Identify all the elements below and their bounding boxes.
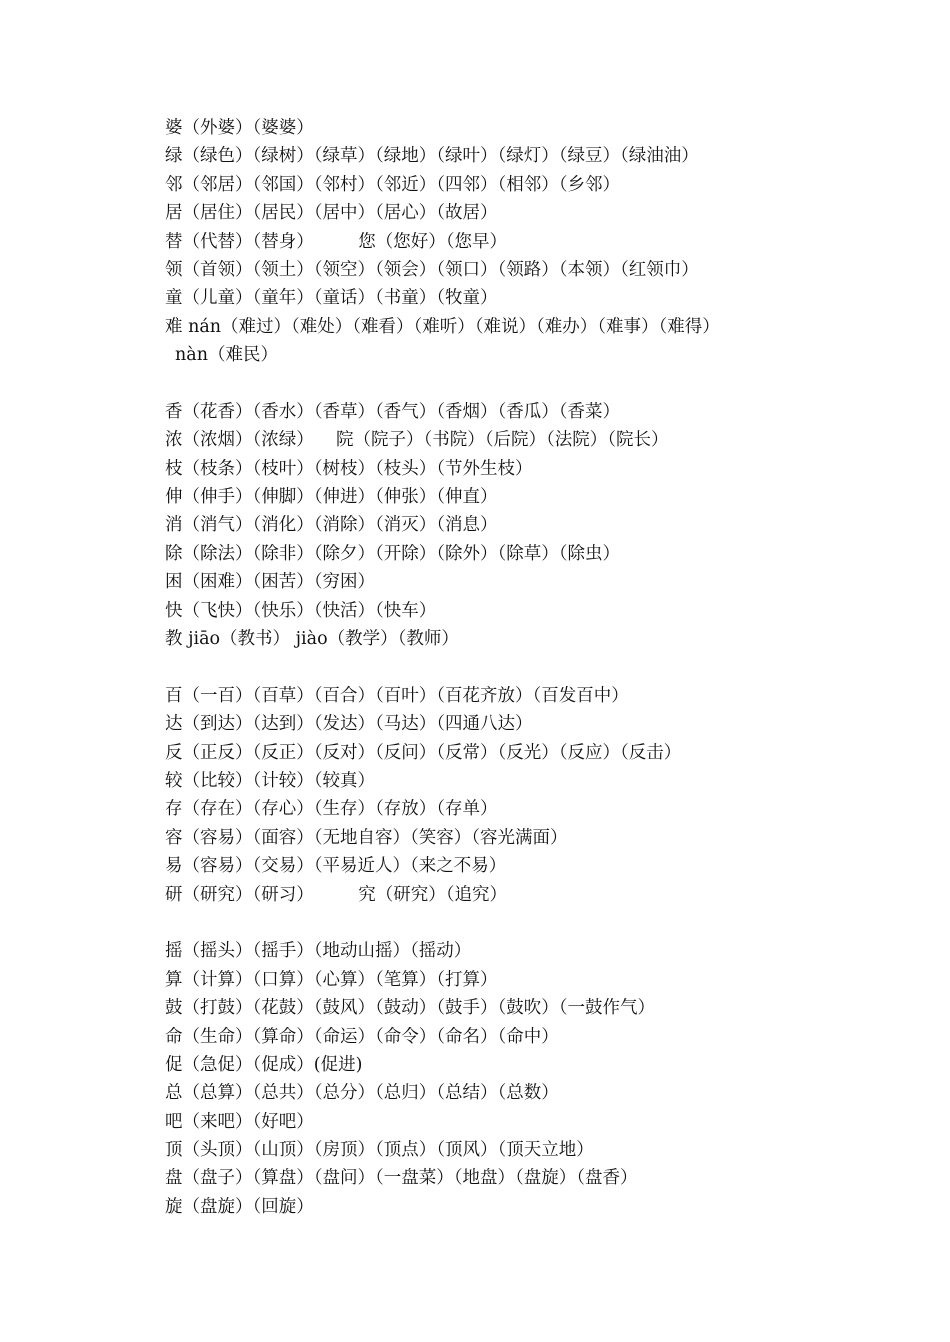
vocab-line: 浓（浓烟）（浓绿） 院（院子）（书院）（后院）（法院）（院长） xyxy=(165,430,669,451)
vocab-line: 盘（盘子）（算盘）（盘问）（一盘菜）（地盘）（盘旋）（盘香） xyxy=(165,1168,638,1189)
vocab-line: 邻（邻居）（邻国）（邻村）（邻近）（四邻）（相邻）（乡邻） xyxy=(165,174,620,195)
section-gap xyxy=(165,653,865,681)
vocab-line: 绿（绿色）（绿树）（绿草）（绿地）（绿叶）（绿灯）（绿豆）（绿油油） xyxy=(165,146,699,167)
vocab-line: 居（居住）（居民）（居中）（居心）（故居） xyxy=(165,203,498,224)
vocab-line: 伸（伸手）（伸脚）（伸进）（伸张）（伸直） xyxy=(165,487,498,508)
vocab-line: 顶（头顶）（山顶）（房顶）（顶点）（顶风）（顶天立地） xyxy=(165,1140,594,1161)
vocab-line: 算（计算）（口算）（心算）（笔算）（打算） xyxy=(165,969,498,990)
section-gap xyxy=(165,909,865,937)
vocab-line: 教 jiāo（教书） jiào（教学）（教师） xyxy=(165,629,459,650)
vocab-line: 童（儿童）（童年）（童话）（书童）（牧童） xyxy=(165,288,498,309)
vocab-line: 困（困难）（困苦）（穷困） xyxy=(165,572,375,593)
vocab-line: 存（存在）（存心）（生存）（存放）（存单） xyxy=(165,799,498,820)
vocab-line: 领（首领）（领土）（领空）（领会）（领口）（领路）（本领）（红领巾） xyxy=(165,259,699,280)
vocab-line: 替（代替）（替身） 您（您好）（您早） xyxy=(165,231,508,252)
vocab-line: 命（生命）（算命）（命运）（命令）（命名）（命中） xyxy=(165,1026,559,1047)
vocab-line: 消（消气）（消化）（消除）（消灭）（消息） xyxy=(165,515,498,536)
vocab-line-continuation: nàn（难民） xyxy=(175,345,278,366)
vocab-line: 摇（摇头）（摇手）（地动山摇）（摇动） xyxy=(165,941,472,962)
vocab-line: 鼓（打鼓）（花鼓）（鼓风）（鼓动）（鼓手）（鼓吹）（一鼓作气） xyxy=(165,998,655,1019)
vocabulary-list xyxy=(165,114,865,1221)
vocab-line: 枝（枝条）（枝叶）（树枝）（枝头）（节外生枝） xyxy=(165,458,533,479)
vocab-line: 总（总算）（总共）（总分）（总归）（总结）（总数） xyxy=(165,1083,559,1104)
vocab-line: 旋（盘旋）（回旋） xyxy=(165,1196,314,1217)
vocab-line: 促（急促）（促成）(促进) xyxy=(165,1054,363,1075)
vocab-line: 百（一百）（百草）（百合）（百叶）（百花齐放）（百发百中） xyxy=(165,685,629,706)
vocab-line: 除（除法）（除非）（除夕）（开除）（除外）（除草）（除虫） xyxy=(165,543,620,564)
vocab-line: 反（正反）（反正）（反对）（反问）（反常）（反光）（反应）（反击） xyxy=(165,742,682,763)
vocab-line: 研（研究）（研习） 究（研究）（追究） xyxy=(165,884,508,905)
vocab-line: 达（到达）（达到）（发达）（马达）（四通八达） xyxy=(165,714,533,735)
vocab-line: 香（花香）（香水）（香草）（香气）（香烟）（香瓜）（香菜） xyxy=(165,401,620,422)
vocab-line: 吧（来吧）（好吧） xyxy=(165,1111,314,1132)
vocab-line: 较（比较）（计较）（较真） xyxy=(165,770,375,791)
vocab-line: 婆（外婆）（婆婆） xyxy=(165,118,314,138)
vocab-line: 容（容易）（面容）（无地自容）（笑容）（容光满面） xyxy=(165,827,568,848)
section-gap xyxy=(165,370,865,398)
vocab-line: 快（飞快）（快乐）（快活）（快车） xyxy=(165,600,437,621)
vocab-line: 易（容易）（交易）（平易近人）（来之不易） xyxy=(165,856,507,877)
vocab-line: 难 nán（难过）（难处）（难看）（难听）（难说）（难办）（难事）（难得） xyxy=(165,316,720,337)
